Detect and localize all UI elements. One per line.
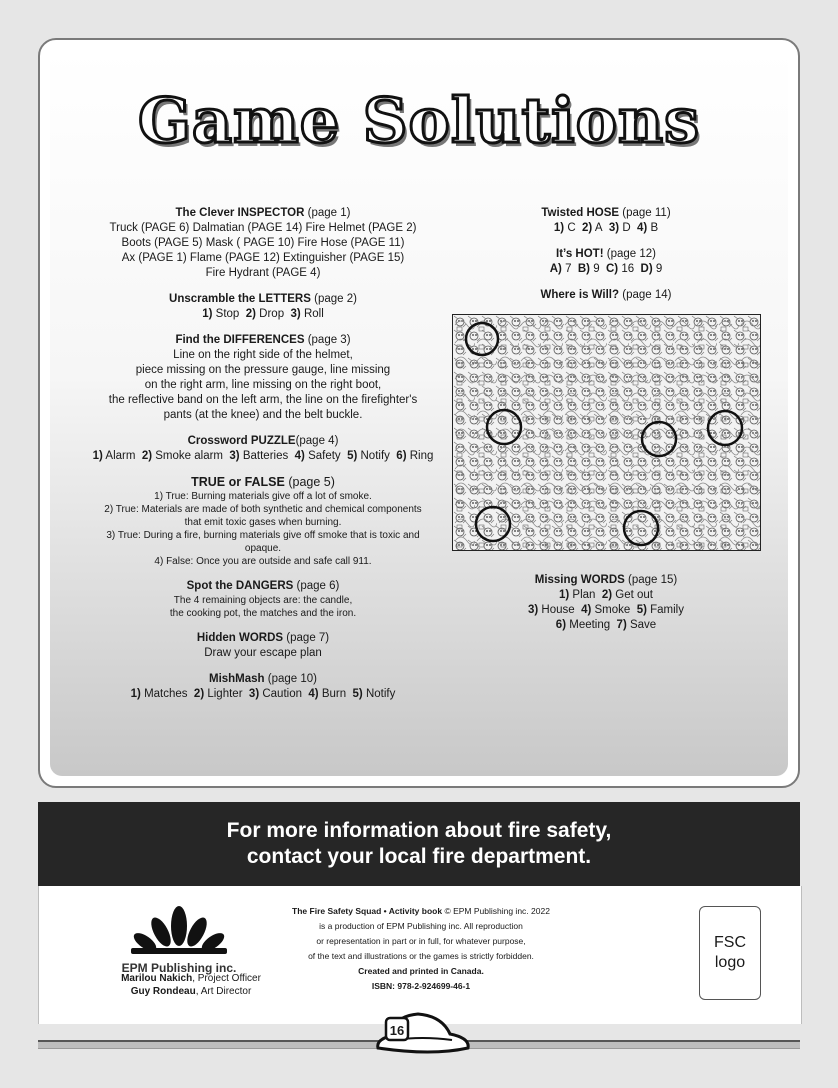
section-hidden-words: [70, 631, 456, 661]
section-heading: MishMash: [208, 673, 265, 685]
section-differences: [70, 333, 456, 423]
answer-line: the reflective band on the left arm, the line on the firefighter's: [108, 394, 418, 406]
page-number: 16: [389, 1023, 405, 1038]
section-page: (page 2): [314, 293, 357, 305]
answer-line: Fire Hydrant (PAGE 4): [205, 267, 321, 279]
section-crossword: [70, 434, 456, 464]
answer-line: pants (at the knee) and the belt buckle.: [163, 409, 363, 421]
section-page: (page 12): [606, 248, 656, 260]
section-unscramble: [70, 292, 456, 322]
legal-line: is a production of EPM Publishing inc. All reproduction: [319, 921, 523, 931]
publisher-logo: [119, 906, 239, 975]
section-page: (page 7): [286, 632, 330, 644]
answer-line: 3) House 4) Smoke 5) Family: [527, 604, 684, 616]
legal-line: or representation in part or in full, for whatever purpose,: [316, 936, 526, 946]
answer-line: Ax (PAGE 1) Flame (PAGE 12) Extinguisher (PAGE 15): [121, 252, 405, 264]
answer-line: 1) True: Burning materials give off a lot of smoke.: [154, 491, 372, 502]
answer-line: 2) True: Materials are made of both synthetic and chemical components: [104, 504, 422, 515]
isbn: ISBN: 978-2-924699-46-1: [371, 981, 471, 991]
answer-line: Line on the right side of the helmet,: [173, 349, 353, 361]
printed-in: Created and printed in Canada.: [358, 966, 484, 976]
credit-role: , Project Officer: [192, 973, 261, 984]
fsc-logo-placeholder: FSC logo: [699, 906, 761, 1000]
answer-line: The 4 remaining objects are: the candle,: [173, 595, 353, 606]
answer-line: on the right arm, line missing on the right boot,: [144, 379, 382, 391]
left-column: [70, 206, 456, 713]
credit-name: Guy Rondeau: [130, 986, 196, 997]
flower-logo-icon: [127, 906, 231, 954]
answer-line: Truck (PAGE 6) Dalmatian (PAGE 14) Fire Helmet (PAGE 2): [109, 222, 417, 234]
section-page: (page 3): [307, 334, 351, 346]
section-twisted-hose: [452, 206, 760, 236]
section-where-is-will: [452, 288, 760, 303]
section-heading: Crossword PUZZLE: [187, 435, 296, 447]
banner-line-2: contact your local fire department.: [246, 845, 592, 868]
section-dangers: [70, 579, 456, 620]
answer-line: 1) Matches 2) Lighter 3) Caution 4) Burn 5) Notify: [130, 688, 396, 700]
answer-line: 1) C 2) A 3) D 4) B: [553, 222, 659, 234]
section-page: (page 11): [622, 207, 671, 219]
section-heading: Twisted HOSE: [541, 207, 620, 219]
answer-line: the cooking pot, the matches and the iron.: [169, 608, 357, 619]
right-column: [452, 206, 760, 314]
section-heading: Where is Will?: [540, 289, 620, 301]
answer-line: 6) Meeting 7) Save: [555, 619, 657, 631]
missing-words-block: [452, 573, 760, 644]
section-missing-words: [452, 573, 760, 633]
crowd-doodle-image: [453, 315, 760, 550]
section-heading: It’s HOT!: [556, 248, 604, 260]
legal-line: of the text and illustrations or the games is strictly forbidden.: [308, 951, 534, 961]
section-heading: Spot the DANGERS: [186, 580, 294, 592]
banner-line-1: For more information about fire safety,: [226, 819, 612, 842]
section-inspector: [70, 206, 456, 281]
answer-line: Draw your escape plan: [204, 647, 322, 659]
answer-line: 3) True: During a fire, burning materials give off smoke that is toxic and: [106, 530, 420, 541]
page-title: Game Solutions: [137, 84, 701, 157]
section-page: (page 5): [288, 475, 335, 489]
section-heading: TRUE or FALSE: [191, 475, 285, 489]
answer-line: piece missing on the pressure gauge, line missing: [135, 364, 391, 376]
answer-line: opaque.: [244, 543, 282, 554]
fire-safety-banner: [38, 802, 800, 886]
section-heading: The Clever INSPECTOR: [175, 207, 305, 219]
answer-line: 1) Stop 2) Drop 3) Roll: [202, 308, 324, 320]
book-title: The Fire Safety Squad • Activity book: [292, 906, 443, 916]
section-page: (page 10): [267, 673, 318, 685]
section-heading: Hidden WORDS: [196, 632, 284, 644]
credit-role: , Art Director: [195, 986, 252, 997]
section-page: (page 15): [628, 574, 678, 586]
answer-line: Boots (PAGE 5) Mask ( PAGE 10) Fire Hose (PAGE 11): [121, 237, 405, 249]
answer-line: 4) False: Once you are outside and safe call 911.: [154, 556, 372, 567]
legal-notice: The Fire Safety Squad • Activity book © EPM Publishing inc. 2022 is a production of EPM Publishing inc. All reproduction or representation in part or in full, for whatever purpose, of the text and illustrations or the games is strictly forbidden. Created and printed in Canada. ISBN: 978-2-924699-46-1: [251, 904, 591, 994]
answer-line: that emit toxic gases when burning.: [184, 517, 342, 528]
footer: [38, 886, 802, 1024]
section-heading: Unscramble the LETTERS: [169, 293, 311, 305]
section-page: (page 14): [622, 289, 672, 301]
section-true-false: [70, 475, 456, 568]
answer-line: 1) Alarm 2) Smoke alarm 3) Batteries 4) Safety 5) Notify 6) Ring: [92, 450, 434, 462]
where-is-will-illustration: [452, 314, 761, 551]
section-its-hot: [452, 247, 760, 277]
section-mishmash: [70, 672, 456, 702]
section-heading: Missing WORDS: [534, 574, 625, 586]
answer-line: 1) Plan 2) Get out: [558, 589, 653, 601]
credit-name: Marilou Nakich: [121, 973, 193, 984]
answer-line: A) 7 B) 9 C) 16 D) 9: [549, 263, 663, 275]
section-page: (page 6): [296, 580, 340, 592]
section-page: (page 1): [307, 207, 351, 219]
section-heading: Find the DIFFERENCES: [175, 334, 305, 346]
publisher-name: EPM Publishing inc.: [121, 961, 237, 975]
section-page: (page 4): [295, 435, 339, 447]
